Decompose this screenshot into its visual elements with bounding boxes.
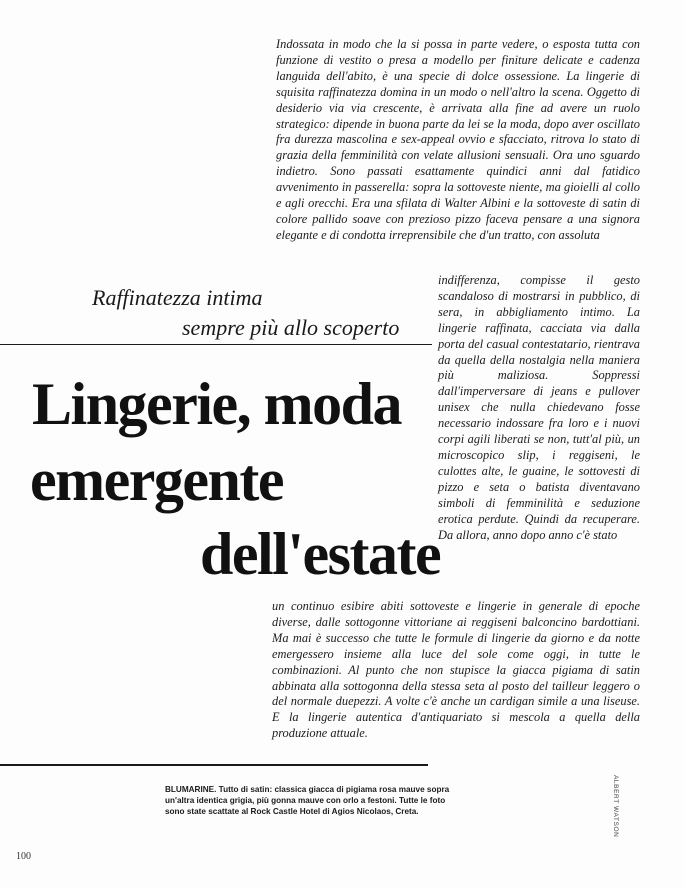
divider-rule-top [0, 344, 432, 345]
headline-line-1: Lingerie, moda [32, 371, 401, 437]
subtitle-line-1: Raffinatezza intima [92, 285, 263, 310]
photo-caption: BLUMARINE. Tutto di satin: classica giacca di pigiama rosa mauve sopra un'altra identica grigia, più gonna mauve con orlo a festoni. Tutte le foto sono state scattate al Rock Castle Hotel di Agios Nicolaos, Creta. [165, 785, 450, 816]
article-text-middle: indifferenza, compisse il gesto scandaloso di mostrarsi in pubblico, di sera, in abbigliamento intimo. La lingerie raffinata, cacciata via dalla porta del casual contestatario, rientrava da quella della nostalgia nella maniera più maliziosa. Soppressi dall'imperversare di jeans e pullover unisex che nulla chiedevano fosse necessario indossare fra loro e i nuovi corpi agili liberati se non, tutt'al più, un microscopico slip, i reggiseni, le culottes alte, le guaine, le sottovesti di pizzo e seta o batista diventavano simboli di femminilità e seduzione erotica perdute. Quindi da recuperare. Da allora, anno dopo anno c'è stato [438, 273, 640, 542]
article-text-top: Indossata in modo che la si possa in parte vedere, o esposta tutta con funzione di vestito o presa a modello per finiture delicate e cadenza languida dell'abito, è una specie di dolce ossessione. La lingerie di squisita raffinatezza domina in un modo o nell'altro la scena. Oggetto di desiderio via via crescente, è arrivata alla fine ad avere un ruolo strategico: dipende in buona parte da lei se la moda, dopo aver oscillato fra durezza mascolina e sex-appeal ovvio e sfacciato, ritrova lo stato di grazia della femminilità con velate allusioni sensuali. Ora uno sguardo indietro. Sono passati esattamente quindici anni dal fatidico avvenimento in passerella: sopra la sottoveste niente, ma gioielli al collo e agli orecchi. Era una sfilata di Walter Albini e la sottoveste di satin di colore pallido soave con prezioso pizzo faceva pensare a una signora elegante e di condotta irreprensibile che d'un tratto, con assoluta [276, 37, 640, 242]
divider-rule-bottom [0, 764, 428, 766]
headline-line-3: dell'estate [200, 521, 441, 587]
headline-line-2: emergente [30, 447, 283, 513]
page-number: 100 [16, 851, 31, 862]
subtitle-line-2: sempre più allo scoperto [182, 315, 400, 340]
article-text-bottom: un continuo esibire abiti sottoveste e lingerie in generale di epoche diverse, dalle sottogonne vittoriane ai reggiseni balconcino bardottiani. Ma mai è successo che tutte le formule di lingerie da giorno e da notte emergessero insieme alla luce del sole come oggi, in tutte le combinazioni. Al punto che non stupisce la giacca pigiama di satin abbinata alla sottogonna della stessa seta al posto del tailleur leggero o del normale duepezzi. A volte c'è anche un cardigan simile a una liseuse. E la lingerie autentica d'antiquariato si mescola a quella della produzione attuale. [272, 599, 640, 741]
photo-credit: ALBERT WATSON [612, 775, 619, 838]
